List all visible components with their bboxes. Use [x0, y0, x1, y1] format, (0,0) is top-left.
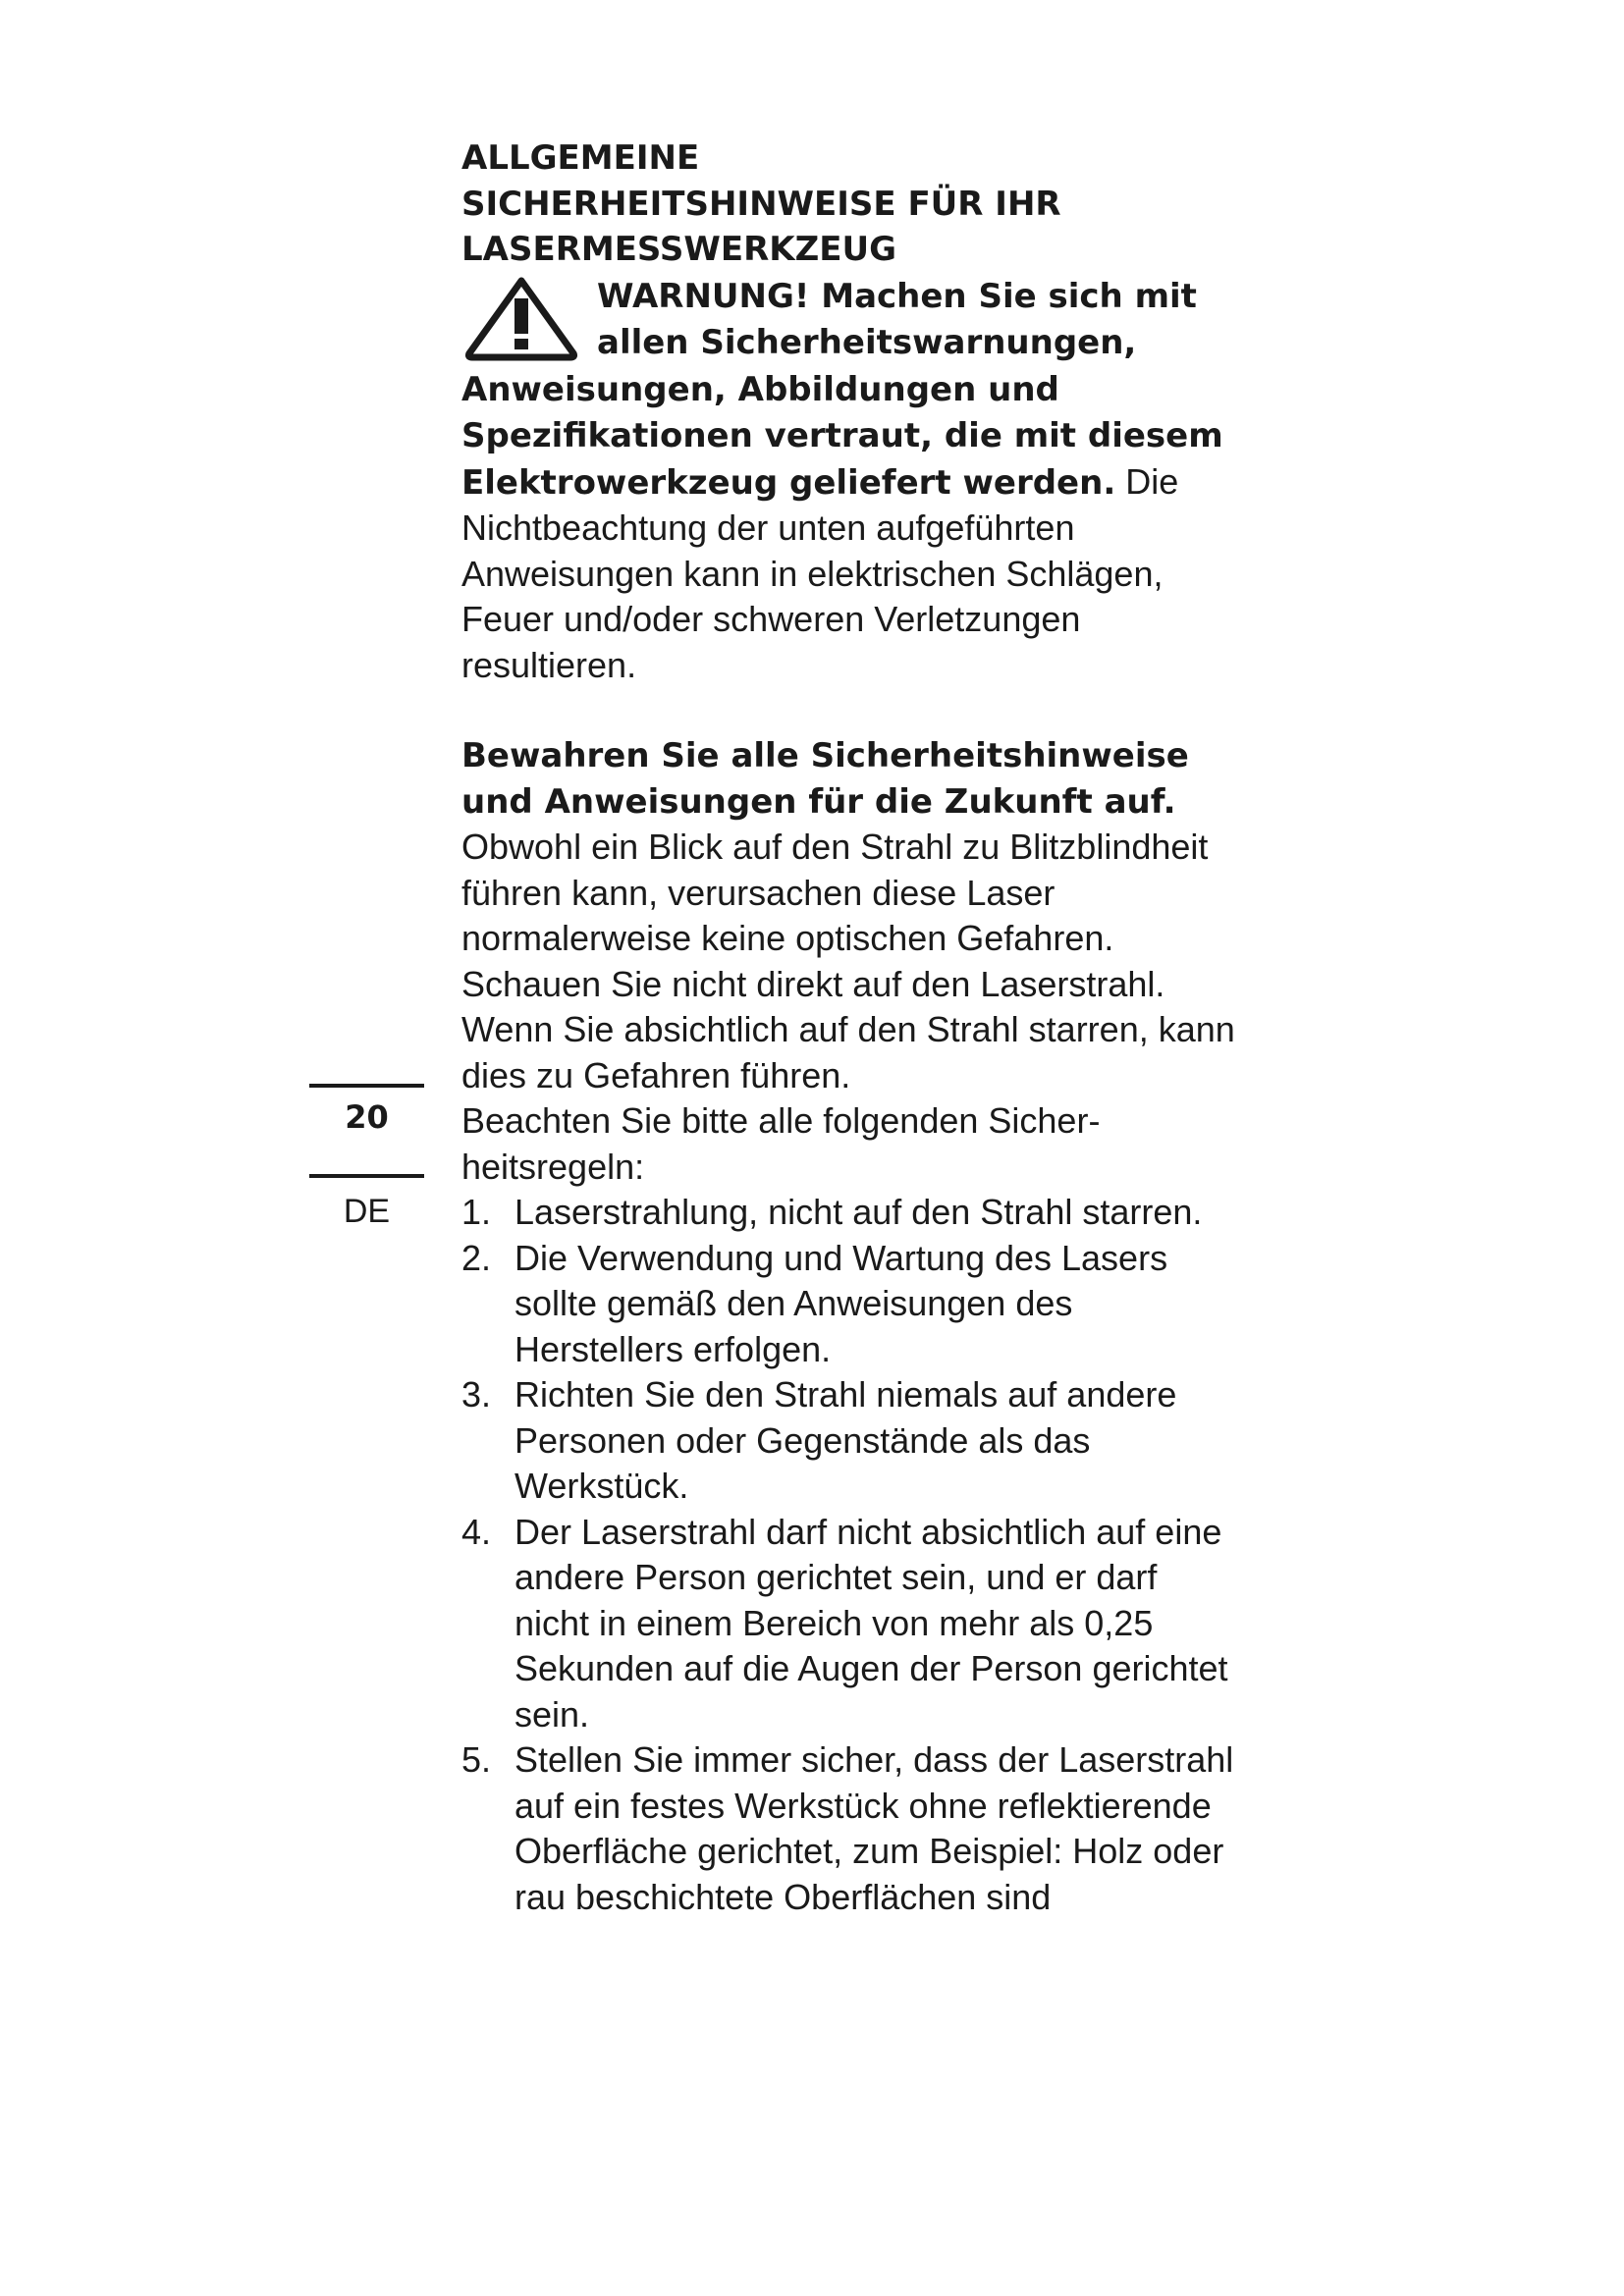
sidebar-rule-bottom — [309, 1174, 424, 1178]
list-item-text: Stellen Sie immer sicher, dass der Laserstrahl auf ein festes Werkstück ohne reflektierende Oberfläche gerichtet, zum Beispiel: Holz oder rau beschichtete Oberflächen sind — [514, 1739, 1234, 1917]
keep-instructions-section — [461, 733, 1237, 1920]
warning-normal-text: Die Nichtbeachtung der unten aufgeführten Anweisungen kann in elektrischen Schlägen, Feuer und/oder schweren Verletzungen resultieren. — [461, 460, 1179, 685]
heading-line-2: SICHERHEITSHINWEISE FÜR IHR — [461, 184, 1061, 224]
list-item-text: Der Laserstrahl darf nicht absichtlich auf eine andere Person gerichtet sein, und er darf nicht in einem Bereich von mehr als 0,25 Sekunden auf die Augen der Person gerichtet sein. — [514, 1511, 1228, 1735]
language-code: DE — [343, 1193, 391, 1230]
list-item-text: Laserstrahlung, nicht auf den Strahl starren. — [514, 1192, 1203, 1232]
warning-paragraph — [461, 273, 1237, 689]
warning-bold-text: WARNUNG! Machen Sie sich mit allen Sicherheitswarnungen, Anweisungen, Abbildungen und Spezifikationen vertraut, die mit diesem Elektrowerkzeug geliefert werden. — [461, 276, 1223, 503]
list-item-text: Die Verwendung und Wartung des Lasers sollte gemäß den Anweisungen des Herstellers erfolgen. — [514, 1237, 1168, 1369]
heading-line-3: LASERMESSWERKZEUG — [461, 230, 897, 269]
sidebar-rule-top — [309, 1084, 424, 1088]
list-item-number: 1. — [461, 1192, 492, 1232]
list-item — [461, 1737, 1237, 1920]
list-item-number: 4. — [461, 1511, 492, 1552]
main-content — [461, 135, 1237, 1920]
list-item-number: 5. — [461, 1739, 492, 1780]
list-item-number: 2. — [461, 1237, 492, 1278]
page-number: 20 — [345, 1098, 389, 1136]
paragraph-flash-blindness: Obwohl ein Blick auf den Strahl zu Blitzblindheit führen kann, verursachen diese Laser normalerweise keine optischen Gefahren. — [461, 827, 1209, 958]
heading-line-1: ALLGEMEINE — [461, 138, 700, 178]
section-heading — [461, 135, 1237, 273]
list-item-text: Richten Sie den Strahl niemals auf andere Personen oder Gegenstände als das Werkstück. — [514, 1374, 1177, 1506]
list-item — [461, 1510, 1237, 1738]
warning-triangle-icon — [461, 275, 581, 361]
list-item-number: 3. — [461, 1374, 492, 1415]
paragraph-follow-rules: Beachten Sie bitte alle folgenden Sicherheitsregeln: — [461, 1100, 1101, 1187]
paragraph-do-not-stare: Schauen Sie nicht direkt auf den Laserstrahl. Wenn Sie absichtlich auf den Strahl starren, kann dies zu Gefahren führen. — [461, 963, 1235, 1095]
list-item — [461, 1372, 1237, 1510]
safety-rules-list — [461, 1190, 1237, 1920]
list-item — [461, 1190, 1237, 1236]
list-item — [461, 1236, 1237, 1373]
keep-instructions-bold: Bewahren Sie alle Sicherheitshinweise und Anweisungen für die Zukunft auf. — [461, 736, 1189, 822]
